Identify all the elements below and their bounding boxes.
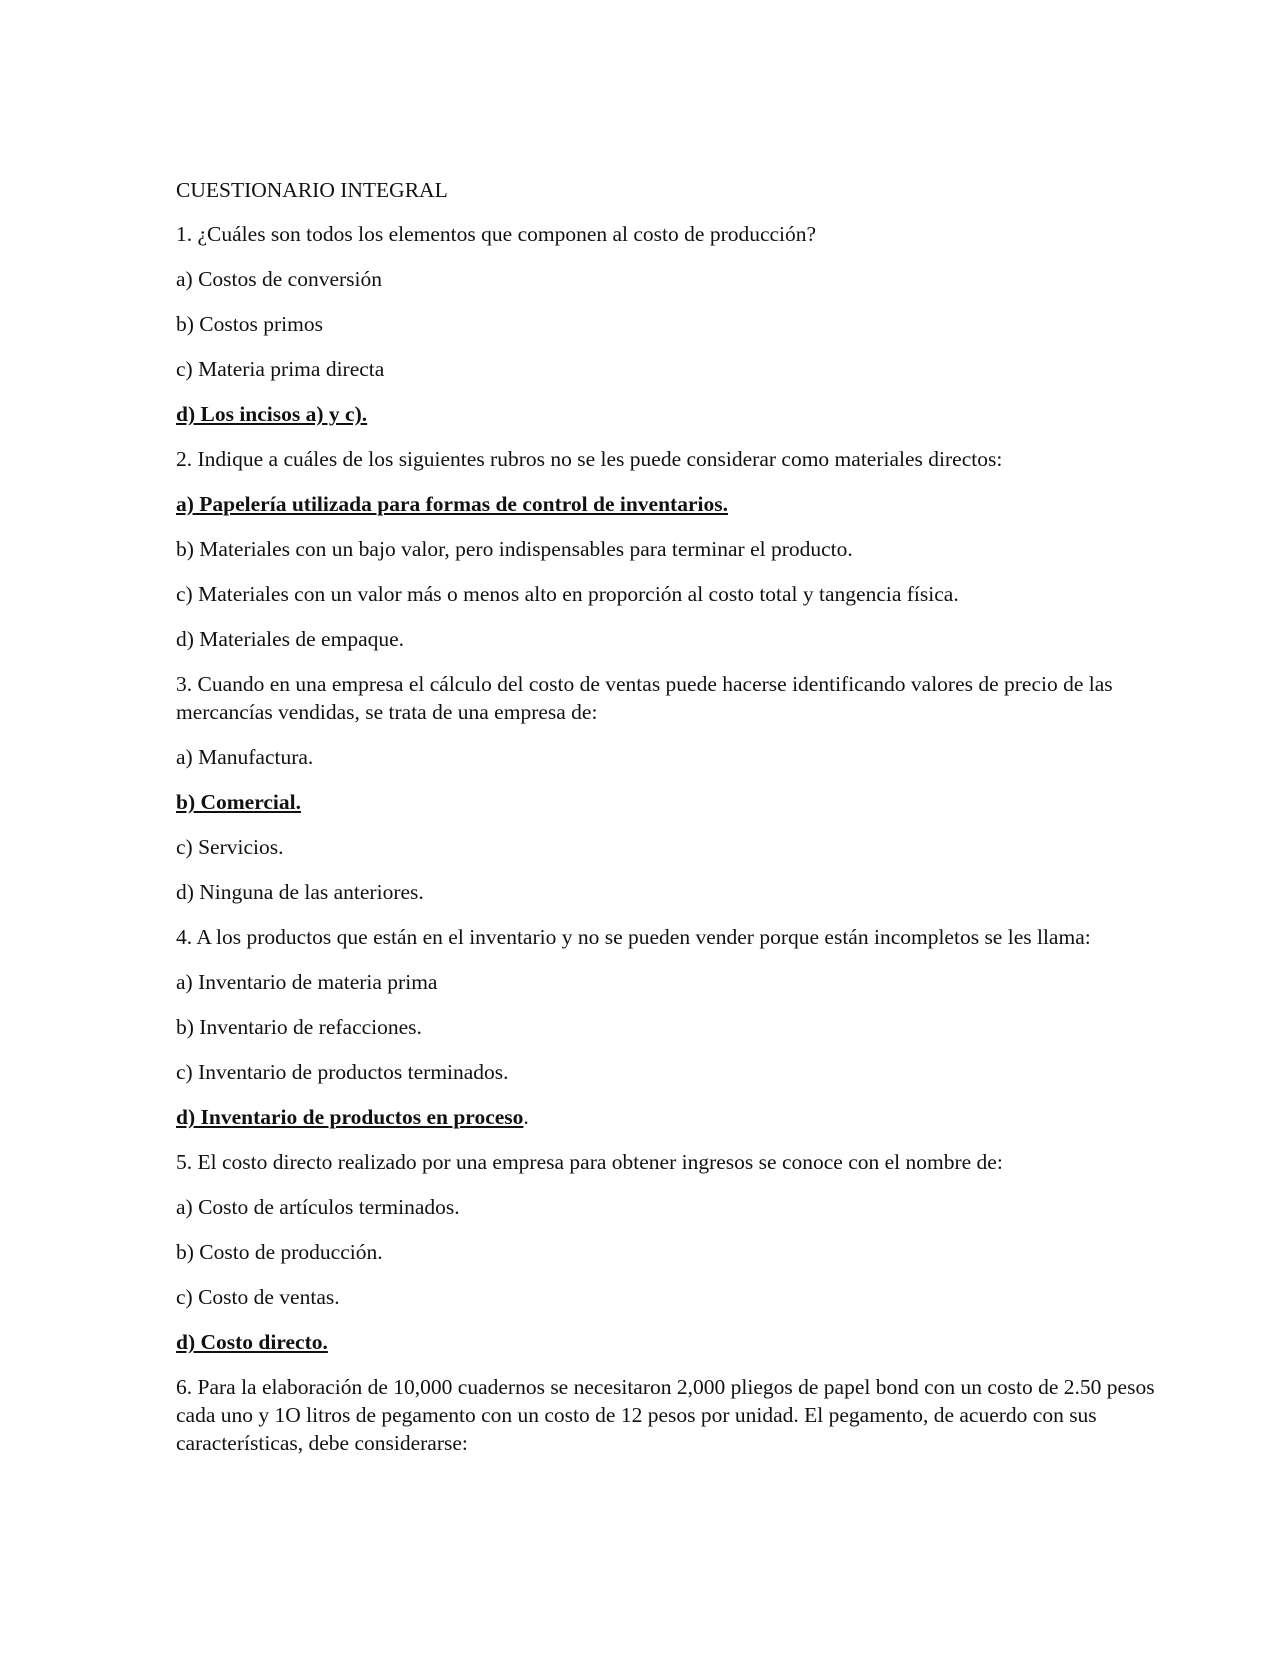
question-5-option-a: a) Costo de artículos terminados.	[176, 1195, 460, 1219]
question-1-option-b: b) Costos primos	[176, 312, 323, 336]
question-3-option-d: d) Ninguna de las anteriores.	[176, 880, 424, 904]
document-title: CUESTIONARIO INTEGRAL	[176, 178, 448, 202]
document-page	[176, 176, 1156, 1474]
question-5-option-d	[176, 1328, 1156, 1356]
question-6: 6. Para la elaboración de 10,000 cuadernos se necesitaron 2,000 pliegos de papel bond con un costo de 2.50 pesos cada uno y 1O litros de pegamento con un costo de 12 pesos por unidad. El pegamento, de acuerdo con sus características, debe considerarse:	[176, 1375, 1155, 1455]
question-2-option-d: d) Materiales de empaque.	[176, 627, 405, 651]
question-4-option-c: c) Inventario de productos terminados.	[176, 1060, 509, 1084]
question-4-answer-period: .	[523, 1105, 529, 1129]
question-3: 3. Cuando en una empresa el cálculo del costo de ventas puede hacerse identificando valores de precio de las mercancías vendidas, se trata de una empresa de:	[176, 672, 1113, 724]
question-3-option-c: c) Servicios.	[176, 835, 284, 859]
question-2-option-b: b) Materiales con un bajo valor, pero indispensables para terminar el producto.	[176, 537, 853, 561]
question-4-option-b: b) Inventario de refacciones.	[176, 1015, 422, 1039]
question-2-answer: a) Papelería utilizada para formas de control de inventarios.	[176, 492, 728, 516]
question-2: 2. Indique a cuáles de los siguientes rubros no se les puede considerar como materiales directos:	[176, 447, 1003, 471]
question-4: 4. A los productos que están en el inventario y no se pueden vender porque están incompletos se les llama:	[176, 925, 1091, 949]
question-4-answer: d) Inventario de productos en proceso	[176, 1105, 524, 1129]
question-4-option-a: a) Inventario de materia prima	[176, 970, 438, 994]
question-5-answer: d) Costo directo.	[176, 1330, 328, 1354]
question-3-option-a: a) Manufactura.	[176, 745, 314, 769]
question-5: 5. El costo directo realizado por una empresa para obtener ingresos se conoce con el nombre de:	[176, 1150, 1003, 1174]
question-1-option-d	[176, 400, 1156, 428]
question-3-option-b	[176, 788, 1156, 816]
question-4-option-d	[176, 1103, 1156, 1131]
question-2-option-a	[176, 490, 1156, 518]
question-1-option-c: c) Materia prima directa	[176, 357, 385, 381]
question-3-answer: b) Comercial.	[176, 790, 301, 814]
question-1: 1. ¿Cuáles son todos los elementos que componen al costo de producción?	[176, 222, 817, 246]
question-1-answer: d) Los incisos a) y c).	[176, 402, 368, 426]
question-2-option-c: c) Materiales con un valor más o menos alto en proporción al costo total y tangencia física.	[176, 582, 959, 606]
question-1-option-a: a) Costos de conversión	[176, 267, 383, 291]
question-5-option-b: b) Costo de producción.	[176, 1240, 383, 1264]
question-5-option-c: c) Costo de ventas.	[176, 1285, 340, 1309]
